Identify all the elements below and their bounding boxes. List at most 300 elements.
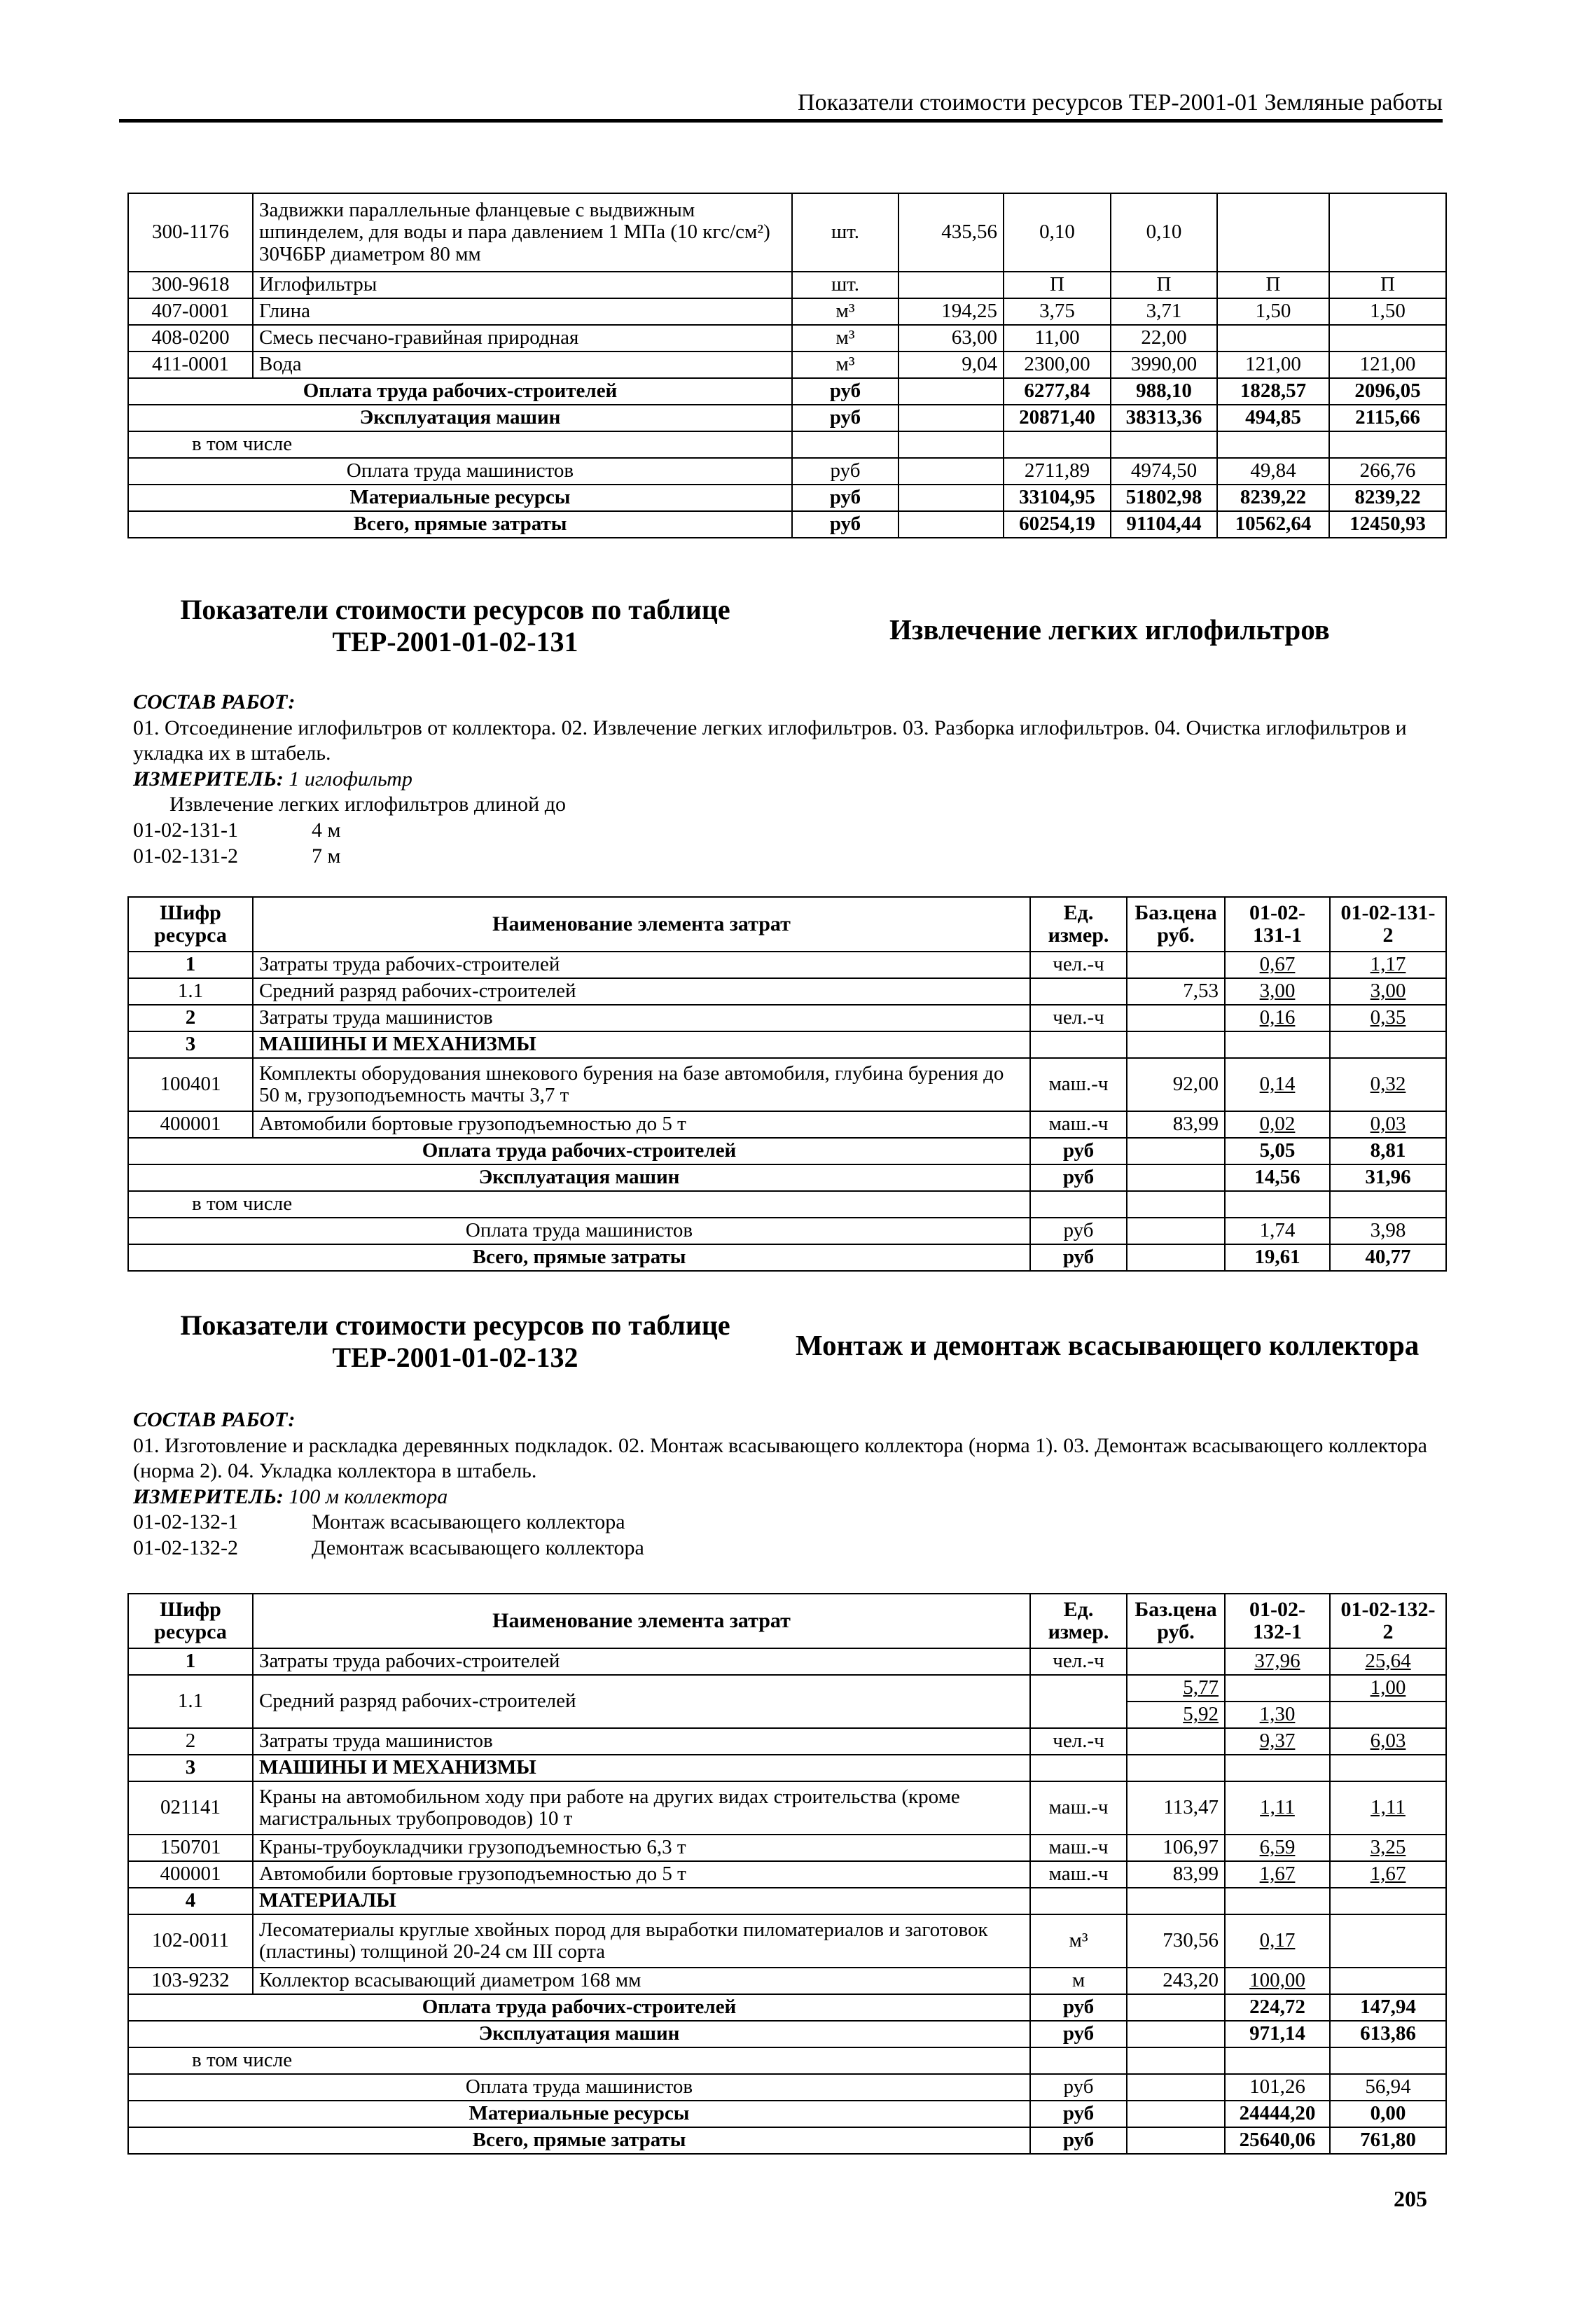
table-cell: 11,00 <box>1004 325 1111 352</box>
table-cell: 613,86 <box>1330 2021 1446 2047</box>
table-cell: 3,71 <box>1111 298 1217 325</box>
work-text: 01. Изготовление и раскладка деревянных подкладок. 02. Монтаж всасывающего коллектора (норма 1). 03. Демонтаж всасывающего коллектора (норма 2). 04. Укладка коллектора в штабель. <box>133 1433 1427 1483</box>
code: 01-02-131-2 <box>133 844 238 868</box>
table-cell: 6277,84 <box>1004 378 1111 405</box>
table-cell: МАТЕРИАЛЫ <box>253 1888 1030 1914</box>
table-cell: руб <box>1030 1994 1127 2021</box>
table-row <box>128 1755 1446 1781</box>
table-row <box>128 952 1446 978</box>
table-cell: 0,10 <box>1004 193 1111 272</box>
table-cell: руб <box>1030 2101 1127 2127</box>
table-cell: шт. <box>792 272 898 298</box>
table-cell: руб <box>792 511 898 538</box>
meter-label: ИЗМЕРИТЕЛЬ: <box>133 767 284 791</box>
table-cell: 5,05 <box>1225 1138 1330 1164</box>
table-row <box>128 1191 1446 1218</box>
table-cell: 2711,89 <box>1004 458 1111 485</box>
table-cell: Затраты труда машинистов <box>253 1005 1030 1031</box>
meter-label: ИЗМЕРИТЕЛЬ: <box>133 1484 284 1508</box>
column-header: Баз.цена руб. <box>1127 897 1225 952</box>
table-cell: Эксплуатация машин <box>128 405 792 431</box>
table-cell <box>1030 1675 1127 1728</box>
table-row <box>128 978 1446 1005</box>
table-cell <box>898 405 1004 431</box>
table-cell: Материальные ресурсы <box>128 485 792 511</box>
code: 01-02-131-1 <box>133 818 238 842</box>
table-cell <box>1127 1164 1225 1191</box>
table-cell <box>1225 2047 1330 2074</box>
table-cell: маш.-ч <box>1030 1058 1127 1111</box>
table-cell: 988,10 <box>1111 378 1217 405</box>
table-cell: 3,00 <box>1225 978 1330 1005</box>
table-cell: Иглофильтры <box>253 272 792 298</box>
table-cell: Оплата труда машинистов <box>128 1218 1030 1244</box>
table-cell <box>1225 1031 1330 1058</box>
table-cell <box>1127 1031 1225 1058</box>
table-cell: 0,32 <box>1330 1058 1446 1111</box>
table-cell: 121,00 <box>1329 352 1446 378</box>
table-row <box>128 378 1446 405</box>
table-cell: 10562,64 <box>1217 511 1329 538</box>
table-row <box>128 1138 1446 1164</box>
code: 01-02-132-1 <box>133 1510 238 1534</box>
table-row <box>128 1888 1446 1914</box>
column-header: Наименование элемента затрат <box>253 897 1030 952</box>
table-cell <box>898 272 1004 298</box>
table-cell <box>1127 1138 1225 1164</box>
table-cell: 24444,20 <box>1225 2101 1330 2127</box>
table-cell: 3 <box>128 1031 253 1058</box>
table-cell: руб <box>792 458 898 485</box>
table-cell <box>1217 325 1329 352</box>
table-row <box>128 1005 1446 1031</box>
table-cell: 3 <box>128 1755 253 1781</box>
table-cell: 83,99 <box>1127 1861 1225 1888</box>
column-header: Шифр ресурса <box>128 897 253 952</box>
column-header: Ед. измер. <box>1030 897 1127 952</box>
table-cell: чел.-ч <box>1030 1728 1127 1755</box>
table-cell: 435,56 <box>898 193 1004 272</box>
column-header: 01-02-132-1 <box>1225 1594 1330 1648</box>
table-cell <box>1127 1191 1225 1218</box>
table-cell <box>1330 1702 1446 1728</box>
table-cell: Смесь песчано-гравийная природная <box>253 325 792 352</box>
work-label: СОСТАВ РАБОТ: <box>133 1408 296 1431</box>
table-cell: Эксплуатация машин <box>128 2021 1030 2047</box>
table-cell: м³ <box>792 325 898 352</box>
table-cell: 91104,44 <box>1111 511 1217 538</box>
table-cell: м <box>1030 1968 1127 1994</box>
section-name-132: Монтаж и демонтаж всасывающего коллектора <box>796 1329 1420 1361</box>
table-cell <box>1030 1191 1127 1218</box>
code-description: 7 м <box>312 844 341 868</box>
table-cell: 40,77 <box>1330 1244 1446 1271</box>
table-cell <box>1330 1191 1446 1218</box>
table-cell: 25,64 <box>1330 1648 1446 1675</box>
table-cell <box>898 511 1004 538</box>
table-cell: 102-0011 <box>128 1914 253 1968</box>
table-cell: 243,20 <box>1127 1968 1225 1994</box>
table-cell: Оплата труда машинистов <box>128 458 792 485</box>
table-cell: 37,96 <box>1225 1648 1330 1675</box>
table-cell: Оплата труда рабочих-строителей <box>128 378 792 405</box>
table-cell <box>898 485 1004 511</box>
table-cell: 49,84 <box>1217 458 1329 485</box>
code-description: Демонтаж всасывающего коллектора <box>312 1536 644 1559</box>
page-number: 205 <box>1394 2186 1427 2211</box>
table-cell <box>1030 1031 1127 1058</box>
table-cell <box>1127 952 1225 978</box>
table-cell: маш.-ч <box>1030 1835 1127 1861</box>
table-cell: руб <box>1030 1244 1127 1271</box>
table-cell: 300-9618 <box>128 272 253 298</box>
table-cell: Средний разряд рабочих-строителей <box>253 978 1030 1005</box>
table-cell: 0,67 <box>1225 952 1330 978</box>
table-cell: 1,00 <box>1330 1675 1446 1702</box>
code: 01-02-132-2 <box>133 1536 238 1559</box>
table-cell: 971,14 <box>1225 2021 1330 2047</box>
table-cell: 407-0001 <box>128 298 253 325</box>
table-cell: 2096,05 <box>1329 378 1446 405</box>
table-cell: 1,30 <box>1225 1702 1330 1728</box>
table-cell: 730,56 <box>1127 1914 1225 1968</box>
table-cell: руб <box>792 378 898 405</box>
table-cell: руб <box>1030 1138 1127 1164</box>
work-text: 01. Отсоединение иглофильтров от коллектора. 02. Извлечение легких иглофильтров. 03. Разборка иглофильтров. 04. Очистка иглофильтров и укладка их в штабель. <box>133 716 1407 765</box>
table-cell: 8239,22 <box>1217 485 1329 511</box>
table-cell: 3,98 <box>1330 1218 1446 1244</box>
table-row <box>128 485 1446 511</box>
table-cell <box>898 458 1004 485</box>
table-cell: Коллектор всасывающий диаметром 168 мм <box>253 1968 1030 1994</box>
column-header: Шифр ресурса <box>128 1594 253 1648</box>
resources-table-132 <box>127 1593 1447 2155</box>
table-cell: 7,53 <box>1127 978 1225 1005</box>
table-body <box>128 1648 1446 2154</box>
work-label: СОСТАВ РАБОТ: <box>133 690 296 714</box>
code-description: Монтаж всасывающего коллектора <box>312 1510 625 1534</box>
table-cell: 1,11 <box>1330 1781 1446 1835</box>
table-cell: 224,72 <box>1225 1994 1330 2021</box>
column-header: Баз.цена руб. <box>1127 1594 1225 1648</box>
table-cell: 31,96 <box>1330 1164 1446 1191</box>
resources-table-131 <box>127 896 1447 1272</box>
table-cell: 300-1176 <box>128 193 253 272</box>
table-cell: 3,75 <box>1004 298 1111 325</box>
table-cell: 14,56 <box>1225 1164 1330 1191</box>
table-row <box>128 1594 1446 1648</box>
table-row <box>128 2101 1446 2127</box>
resources-table-body <box>128 193 1446 538</box>
meter-value: 100 м коллектора <box>289 1484 448 1508</box>
table-cell: 51802,98 <box>1111 485 1217 511</box>
table-cell <box>1330 1914 1446 1968</box>
table-cell: 6,59 <box>1225 1835 1330 1861</box>
table-cell: 1.1 <box>128 1675 253 1728</box>
table-cell: руб <box>1030 1218 1127 1244</box>
table-cell: Вода <box>253 352 792 378</box>
table-cell: 411-0001 <box>128 352 253 378</box>
table-cell: Автомобили бортовые грузоподъемностью до 5 т <box>253 1861 1030 1888</box>
table-cell: в том числе <box>128 1191 1030 1218</box>
table-cell: 0,16 <box>1225 1005 1330 1031</box>
table-row <box>128 2047 1446 2074</box>
section-title-line1: Показатели стоимости ресурсов по таблице <box>180 1309 730 1341</box>
table-cell: чел.-ч <box>1030 1005 1127 1031</box>
table-cell: 101,26 <box>1225 2074 1330 2101</box>
table-cell: чел.-ч <box>1030 952 1127 978</box>
table-cell: 113,47 <box>1127 1781 1225 1835</box>
column-header: 01-02-131-2 <box>1330 897 1446 952</box>
table-cell: 83,99 <box>1127 1111 1225 1138</box>
table-cell <box>1030 1755 1127 1781</box>
table-cell: 0,35 <box>1330 1005 1446 1031</box>
table-cell <box>1127 1755 1225 1781</box>
table-cell: 121,00 <box>1217 352 1329 378</box>
table-row <box>128 325 1446 352</box>
table-cell: 19,61 <box>1225 1244 1330 1271</box>
table-cell: маш.-ч <box>1030 1781 1127 1835</box>
table-cell: Лесоматериалы круглые хвойных пород для выработки пиломатериалов и заготовок (пластины) толщиной 20-24 см III сорта <box>253 1914 1030 1968</box>
table-row <box>128 1675 1446 1702</box>
table-cell: 1,67 <box>1330 1861 1446 1888</box>
table-cell <box>1127 1888 1225 1914</box>
table-cell: в том числе <box>128 2047 1030 2074</box>
table-cell: руб <box>1030 2127 1127 2154</box>
table-cell: Краны-трубоукладчики грузоподъемностью 6,3 т <box>253 1835 1030 1861</box>
table-cell: МАШИНЫ И МЕХАНИЗМЫ <box>253 1031 1030 1058</box>
section-title-132 <box>175 1309 735 1374</box>
table-cell: м³ <box>792 298 898 325</box>
column-header: Ед. измер. <box>1030 1594 1127 1648</box>
table-cell: 8239,22 <box>1329 485 1446 511</box>
codes-intro: Извлечение легких иглофильтров длиной до <box>169 793 566 816</box>
code-line <box>133 1536 1436 1561</box>
table-cell <box>1330 1031 1446 1058</box>
table-cell: 0,14 <box>1225 1058 1330 1111</box>
table-row <box>128 1835 1446 1861</box>
table-cell: в том числе <box>128 431 792 458</box>
table-cell: 4974,50 <box>1111 458 1217 485</box>
table-cell: 1.1 <box>128 978 253 1005</box>
table-cell: 0,02 <box>1225 1111 1330 1138</box>
table-cell: 60254,19 <box>1004 511 1111 538</box>
running-header: Показатели стоимости ресурсов ТЕР-2001-01 Земляные работы <box>119 90 1443 123</box>
table-row <box>128 1111 1446 1138</box>
table-cell <box>1329 431 1446 458</box>
code-description: 4 м <box>312 818 341 842</box>
table-cell: 38313,36 <box>1111 405 1217 431</box>
table-cell: 6,03 <box>1330 1728 1446 1755</box>
table-cell <box>1329 193 1446 272</box>
section-title-131 <box>175 594 735 658</box>
table-cell: 20871,40 <box>1004 405 1111 431</box>
table-row <box>128 431 1446 458</box>
table-cell: руб <box>1030 2074 1127 2101</box>
table-cell: Затраты труда рабочих-строителей <box>253 952 1030 978</box>
table-cell: 400001 <box>128 1111 253 1138</box>
table-row <box>128 2074 1446 2101</box>
table-cell: 100,00 <box>1225 1968 1330 1994</box>
table-head <box>128 897 1446 952</box>
table-cell <box>1225 1191 1330 1218</box>
table-cell: 2 <box>128 1005 253 1031</box>
table-cell <box>1030 1888 1127 1914</box>
table-cell: 1828,57 <box>1217 378 1329 405</box>
table-cell: 1,17 <box>1330 952 1446 978</box>
table-cell: 408-0200 <box>128 325 253 352</box>
table-cell: Всего, прямые затраты <box>128 1244 1030 1271</box>
table-cell <box>1127 2101 1225 2127</box>
table-row <box>128 1164 1446 1191</box>
table-cell <box>1127 1218 1225 1244</box>
table-row <box>128 1244 1446 1271</box>
table-cell: Всего, прямые затраты <box>128 2127 1030 2154</box>
table-row <box>128 1058 1446 1111</box>
table-cell <box>1127 1728 1225 1755</box>
table-cell <box>1330 1968 1446 1994</box>
table-cell <box>1217 431 1329 458</box>
table-cell: 0,10 <box>1111 193 1217 272</box>
code-line <box>133 844 1436 870</box>
table-cell: 106,97 <box>1127 1835 1225 1861</box>
table-cell: руб <box>792 485 898 511</box>
table-cell <box>1217 193 1329 272</box>
table-row <box>128 272 1446 298</box>
table-cell: Всего, прямые затраты <box>128 511 792 538</box>
column-header: Наименование элемента затрат <box>253 1594 1030 1648</box>
table-cell <box>1127 2127 1225 2154</box>
code-line <box>133 818 1436 844</box>
table-cell <box>1004 431 1111 458</box>
table-cell: Оплата труда рабочих-строителей <box>128 1138 1030 1164</box>
table-row <box>128 1728 1446 1755</box>
table-cell: 92,00 <box>1127 1058 1225 1111</box>
table-cell: 5,92 <box>1127 1702 1225 1728</box>
table-cell: 194,25 <box>898 298 1004 325</box>
table-cell: Оплата труда рабочих-строителей <box>128 1994 1030 2021</box>
table-cell: 1,50 <box>1329 298 1446 325</box>
table-head <box>128 1594 1446 1648</box>
section-name-131: Извлечение легких иглофильтров <box>889 613 1330 646</box>
table-cell <box>1127 1648 1225 1675</box>
table-row <box>128 352 1446 378</box>
table-row <box>128 1914 1446 1968</box>
table-cell: 2 <box>128 1728 253 1755</box>
table-cell: Затраты труда машинистов <box>253 1728 1030 1755</box>
table-row <box>128 1648 1446 1675</box>
table-cell: 150701 <box>128 1835 253 1861</box>
table-cell <box>1127 1005 1225 1031</box>
meter-line <box>133 1484 1436 1510</box>
table-cell: 266,76 <box>1329 458 1446 485</box>
table-cell <box>1330 1755 1446 1781</box>
table-cell <box>1111 431 1217 458</box>
table-cell: 2300,00 <box>1004 352 1111 378</box>
table-cell: 021141 <box>128 1781 253 1835</box>
table-cell: Глина <box>253 298 792 325</box>
table-cell: 400001 <box>128 1861 253 1888</box>
table-cell: Краны на автомобильном ходу при работе на других видах строительства (кроме магистральных трубопроводов) 10 т <box>253 1781 1030 1835</box>
table-cell: 22,00 <box>1111 325 1217 352</box>
table-cell: П <box>1004 272 1111 298</box>
table-cell: 9,04 <box>898 352 1004 378</box>
table-cell: Материальные ресурсы <box>128 2101 1030 2127</box>
table-cell <box>1330 2047 1446 2074</box>
table-cell: 1 <box>128 1648 253 1675</box>
table-cell: МАШИНЫ И МЕХАНИЗМЫ <box>253 1755 1030 1781</box>
table-cell: 56,94 <box>1330 2074 1446 2101</box>
table-cell: Задвижки параллельные фланцевые с выдвижным шпинделем, для воды и пара давлением 1 МПа (10 кгс/см²) 30Ч6БР диаметром 80 мм <box>253 193 792 272</box>
table-cell: 12450,93 <box>1329 511 1446 538</box>
table-cell <box>1030 978 1127 1005</box>
table-cell <box>1127 1994 1225 2021</box>
table-cell: 5,77 <box>1127 1675 1225 1702</box>
table-cell: 147,94 <box>1330 1994 1446 2021</box>
table-row <box>128 298 1446 325</box>
resources-table-continued <box>127 193 1447 538</box>
section-title-line1: Показатели стоимости ресурсов по таблице <box>180 594 730 625</box>
table-cell: 1,67 <box>1225 1861 1330 1888</box>
table-row <box>128 405 1446 431</box>
table-row <box>128 1994 1446 2021</box>
codes-list <box>133 818 1436 869</box>
table-cell: 3990,00 <box>1111 352 1217 378</box>
table-cell <box>1127 2021 1225 2047</box>
column-header: 01-02-131-1 <box>1225 897 1330 952</box>
table-row <box>128 897 1446 952</box>
table-cell: 103-9232 <box>128 1968 253 1994</box>
table-cell: Автомобили бортовые грузоподъемностью до 5 т <box>253 1111 1030 1138</box>
code-line <box>133 1510 1436 1536</box>
table-cell: Комплекты оборудования шнекового бурения на базе автомобиля, глубина бурения до 50 м, грузоподъемность мачты 3,7 т <box>253 1058 1030 1111</box>
table-cell: 0,03 <box>1330 1111 1446 1138</box>
table-cell: шт. <box>792 193 898 272</box>
table-row <box>128 193 1446 272</box>
table-cell: 9,37 <box>1225 1728 1330 1755</box>
table-cell: Средний разряд рабочих-строителей <box>253 1675 1030 1728</box>
table-row <box>128 1781 1446 1835</box>
table-cell: 25640,06 <box>1225 2127 1330 2154</box>
column-header: 01-02-132-2 <box>1330 1594 1446 1648</box>
table-cell <box>1330 1888 1446 1914</box>
table-row <box>128 2127 1446 2154</box>
table-cell <box>1127 2074 1225 2101</box>
table-cell: 8,81 <box>1330 1138 1446 1164</box>
table-cell <box>1030 2047 1127 2074</box>
meter-line <box>133 767 1436 793</box>
table-cell <box>1127 1244 1225 1271</box>
table-cell: 3,25 <box>1330 1835 1446 1861</box>
table-cell: 0,17 <box>1225 1914 1330 1968</box>
work-description-131 <box>133 690 1436 869</box>
codes-list <box>133 1510 1436 1561</box>
table-cell: маш.-ч <box>1030 1111 1127 1138</box>
table-cell: м³ <box>792 352 898 378</box>
table-cell: 1,74 <box>1225 1218 1330 1244</box>
table-cell: 2115,66 <box>1329 405 1446 431</box>
table-cell <box>1225 1888 1330 1914</box>
table-body <box>128 952 1446 1271</box>
table-cell: 63,00 <box>898 325 1004 352</box>
section-title-line2: ТЕР-2001-01-02-132 <box>332 1342 578 1373</box>
table-cell: 33104,95 <box>1004 485 1111 511</box>
table-cell: Эксплуатация машин <box>128 1164 1030 1191</box>
table-row <box>128 511 1446 538</box>
table-row <box>128 1031 1446 1058</box>
table-cell: м³ <box>1030 1914 1127 1968</box>
table-cell: Затраты труда рабочих-строителей <box>253 1648 1030 1675</box>
